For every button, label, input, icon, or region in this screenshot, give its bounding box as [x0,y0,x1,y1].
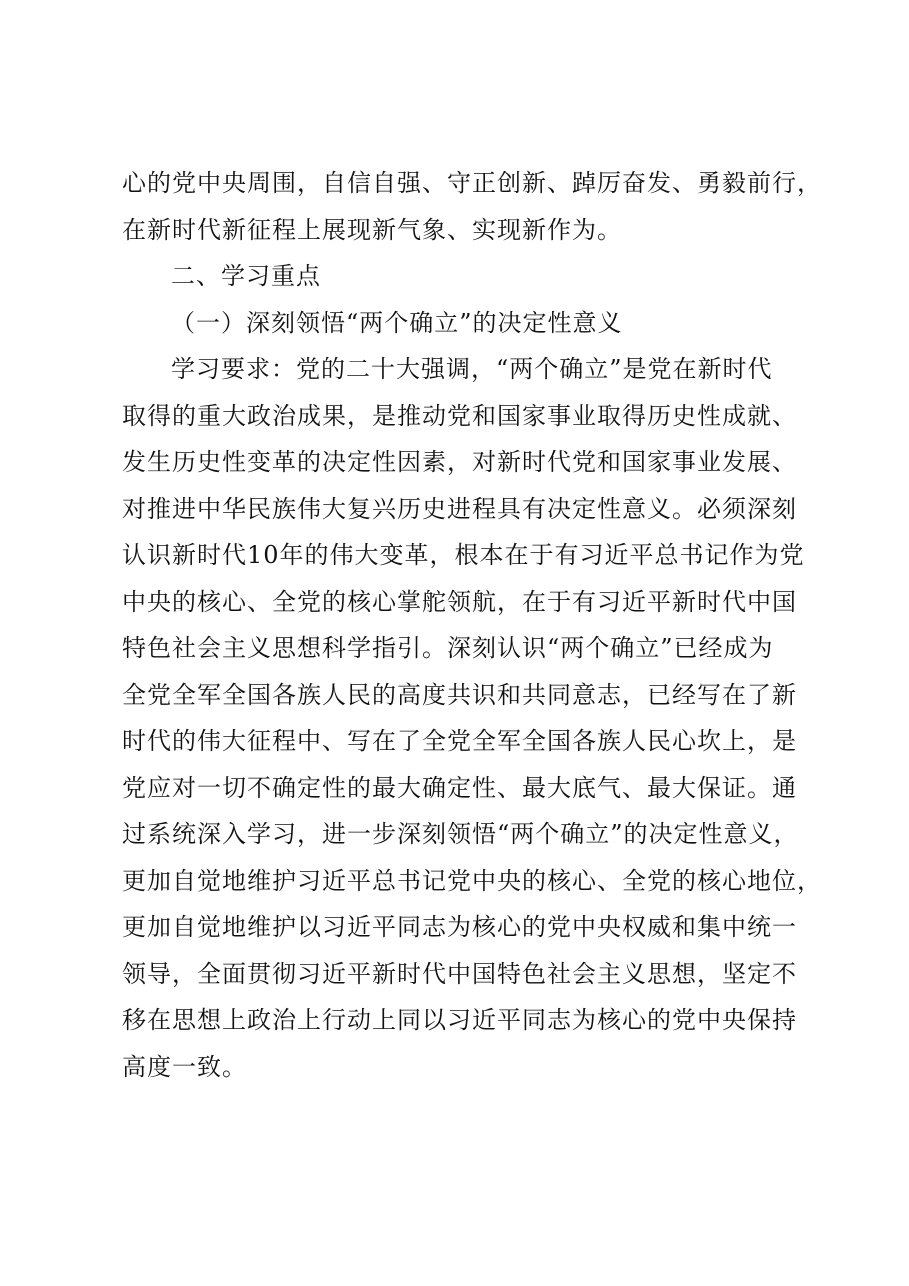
paragraph-line-16: 高度一致。 [122,1052,247,1081]
paragraph-line-3: 发生历史性变革的决定性因素，对新时代党和国家事业发展、 [122,448,797,476]
paragraph-line-4: 对推进中华民族伟大复兴历史进程具有决定性意义。必须深刻 [122,494,797,523]
document-body [122,160,822,1090]
paragraph-line-15: 移在思想上政治上行动上同以习近平同志为核心的党中央保持 [122,1006,797,1034]
intro-line-2: 在新时代新征程上展现新气象、实现新作为。 [122,215,622,244]
paragraph-line-11: 过系统深入学习，进一步深刻领悟“两个确立”的决定性意义， [122,820,799,848]
paragraph-line-10: 党应对一切不确定性的最大确定性、最大底气、最大保证。通 [122,773,797,802]
paragraph-line-2: 取得的重大政治成果，是推动党和国家事业取得历史性成就、 [122,401,797,430]
subsection-heading: （一）深刻领悟“两个确立”的决定性意义 [171,308,623,337]
section-heading: 二、学习重点 [171,262,321,290]
paragraph-line-5: 认识新时代10年的伟大变革，根本在于有习近平总书记作为党 [122,541,805,569]
paragraph-line-12: 更加自觉地维护习近平总书记党中央的核心、全党的核心地位， [122,866,822,895]
paragraph-line-8: 全党全军全国各族人民的高度共识和共同意志，已经写在了新 [122,680,797,709]
intro-line-1: 心的党中央周围，自信自强、守正创新、踔厉奋发、勇毅前行， [122,169,822,197]
paragraph-line-9: 时代的伟大征程中、写在了全党全军全国各族人民心坎上，是 [122,727,797,755]
paragraph-line-7: 特色社会主义思想科学指引。深刻认识“两个确立”已经成为 [122,634,774,662]
paragraph-line-1: 学习要求：党的二十大强调，“两个确立”是党在新时代 [171,355,773,383]
paragraph-line-14: 领导，全面贯彻习近平新时代中国特色社会主义思想，坚定不 [122,959,797,988]
paragraph-line-13: 更加自觉地维护以习近平同志为核心的党中央权威和集中统一 [122,913,797,941]
paragraph-line-6: 中央的核心、全党的核心掌舵领航，在于有习近平新时代中国 [122,587,797,616]
